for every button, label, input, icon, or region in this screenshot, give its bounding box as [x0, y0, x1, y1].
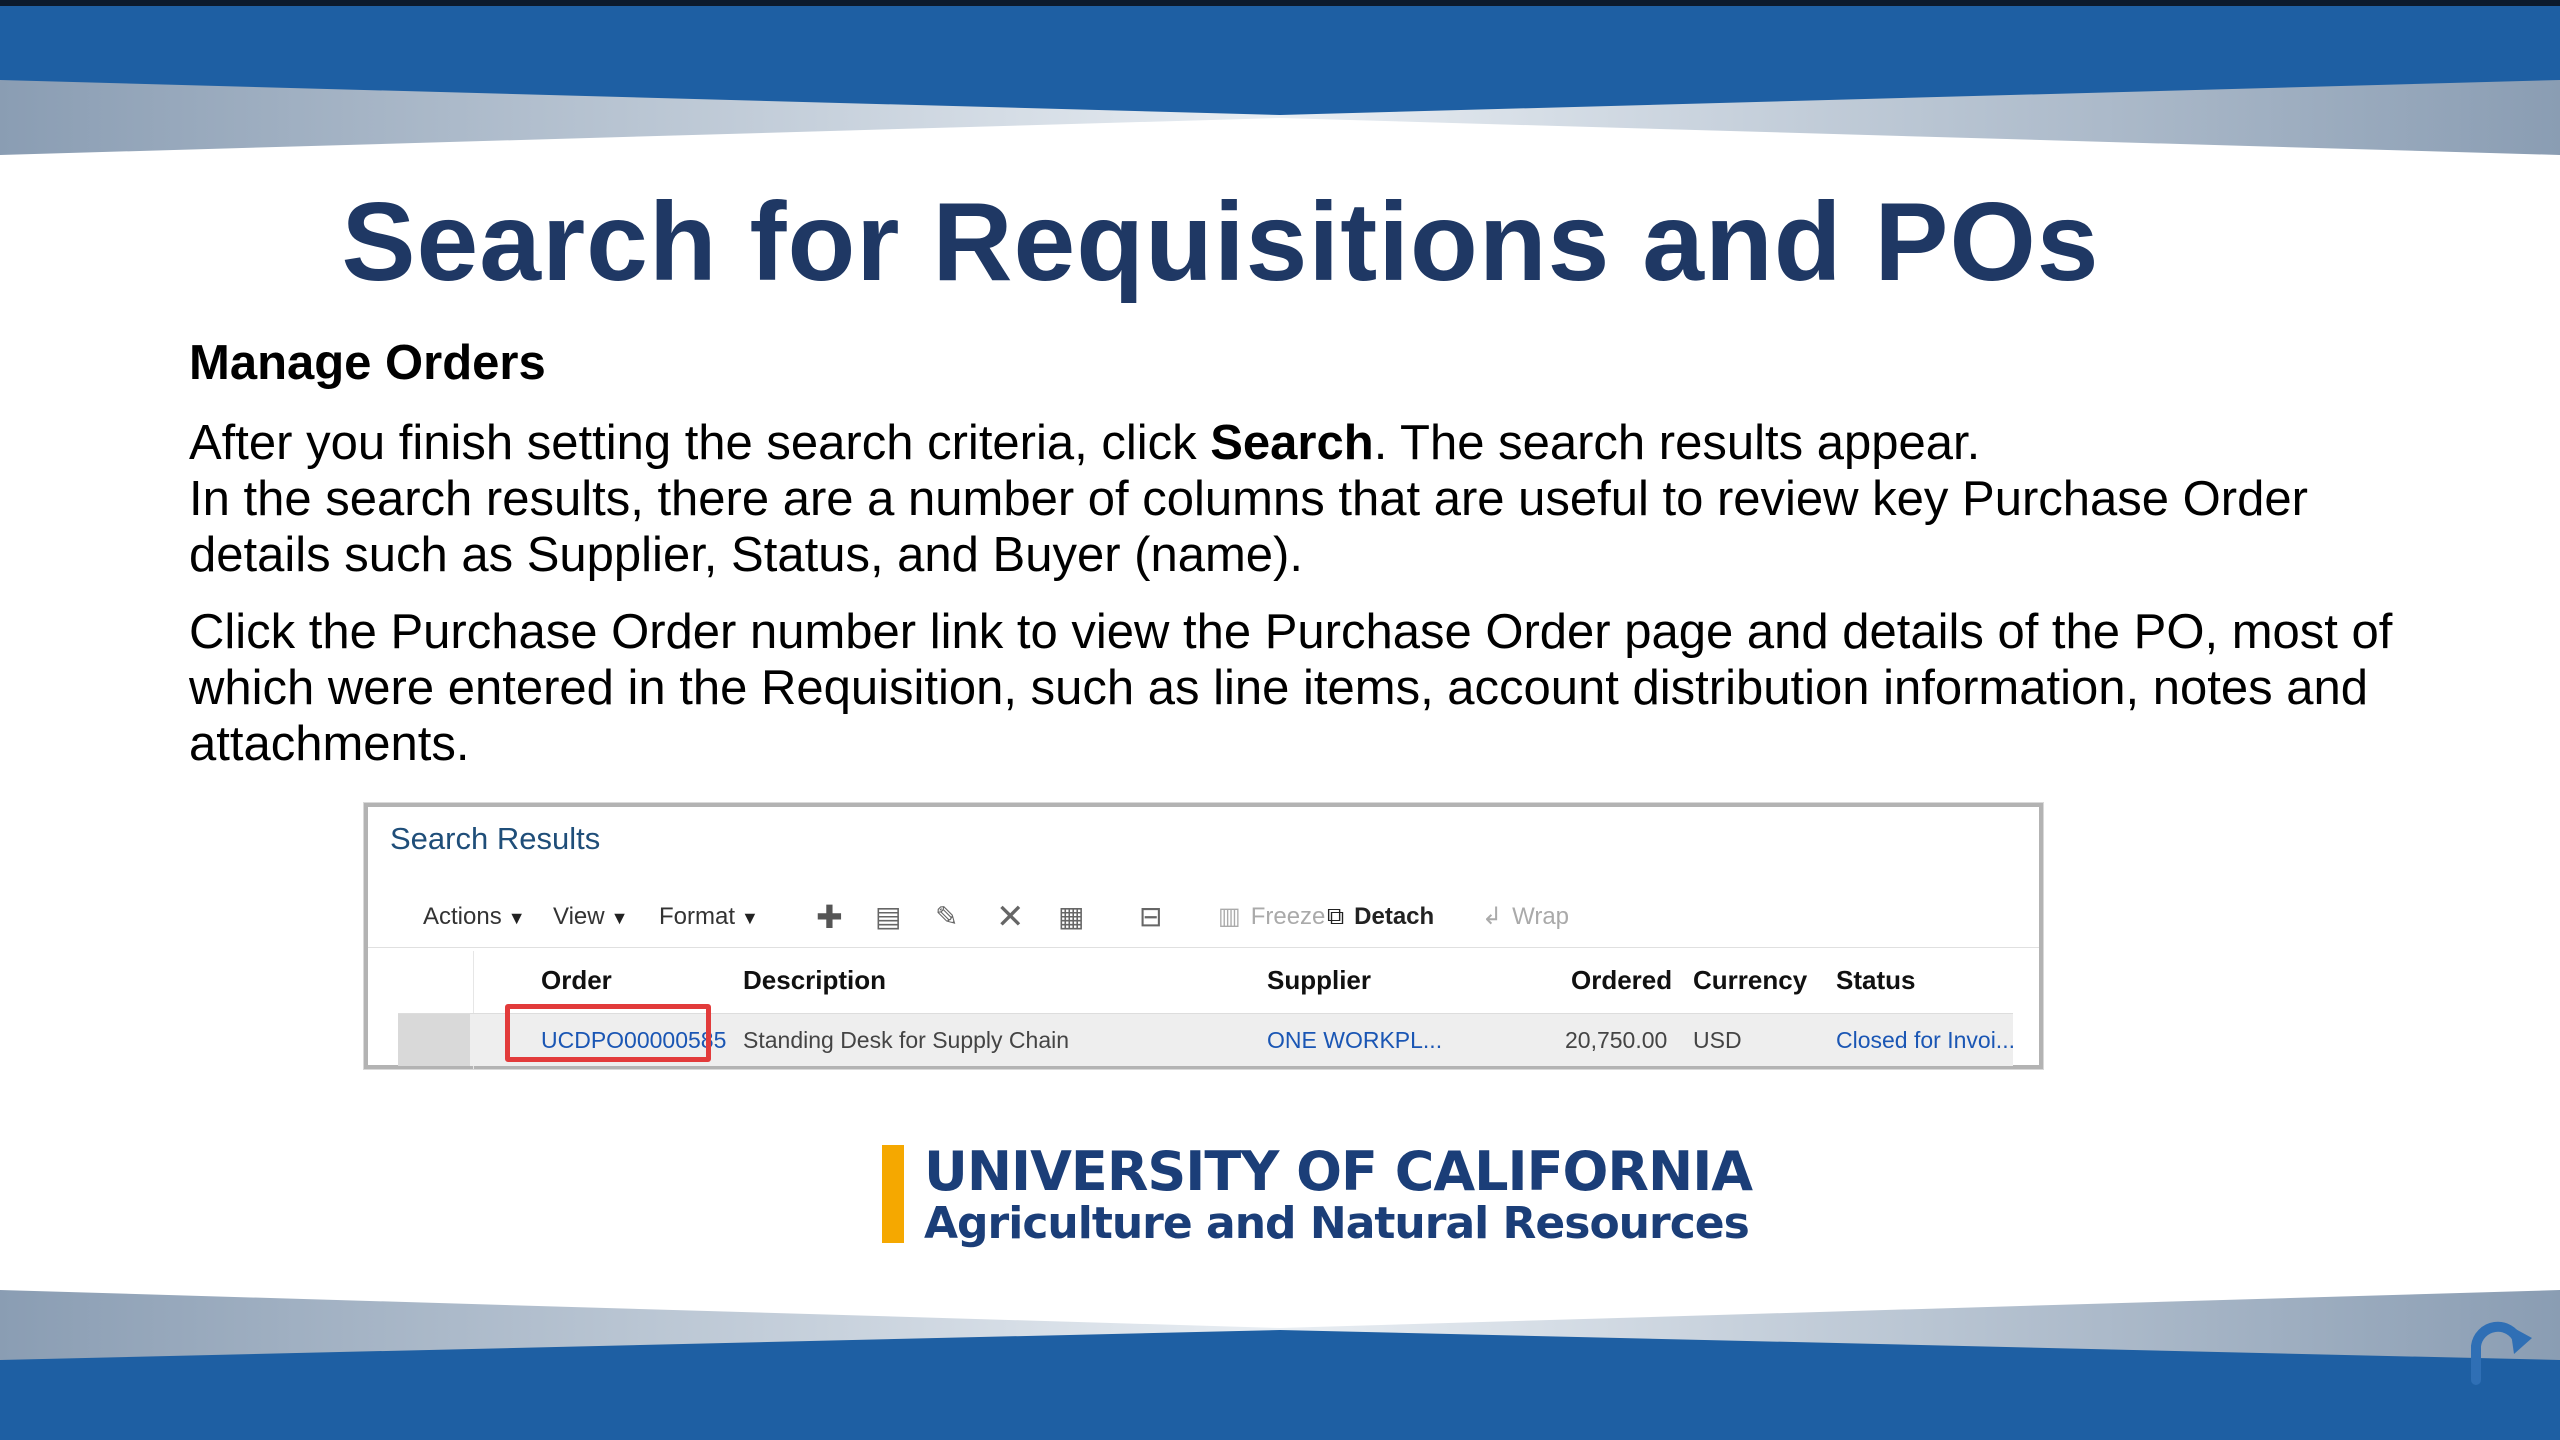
supplier-link[interactable]: ONE WORKPL...: [1267, 1027, 1443, 1053]
para1-search-bold: Search: [1210, 416, 1374, 470]
delete-icon[interactable]: ✕: [996, 898, 1025, 936]
status-link[interactable]: Closed for Invoi...: [1836, 1027, 2015, 1053]
order-number-link[interactable]: UCDPO00000585: [541, 1027, 727, 1053]
ordered-amount-cell: 20,750.00: [1565, 1027, 1668, 1053]
search-results-panel: [364, 803, 2043, 1069]
description-cell: Standing Desk for Supply Chain: [743, 1027, 1070, 1053]
add-icon[interactable]: ✚: [816, 899, 843, 935]
column-header-status[interactable]: Status: [1836, 965, 1916, 995]
wrap-icon: ↲: [1482, 903, 1503, 930]
section-heading: Manage Orders: [189, 336, 546, 390]
currency-cell: USD: [1693, 1027, 1742, 1053]
row-selector[interactable]: [398, 1014, 470, 1066]
logo-gold-bar: [882, 1145, 904, 1243]
detach-icon: ⧉: [1327, 903, 1345, 930]
column-header-description[interactable]: Description: [743, 965, 887, 995]
query-by-example-icon[interactable]: ⊟: [1139, 901, 1163, 932]
bottom-decorative-band: [0, 1270, 2560, 1440]
format-menu[interactable]: [659, 897, 759, 937]
para1-line2: In the search results, there are a number of columns that are useful to review key Purchase Order details such as Supplier, Status, and Buyer (name).: [189, 472, 2308, 582]
column-header-supplier[interactable]: Supplier: [1267, 965, 1372, 995]
results-toolbar: [423, 897, 2023, 937]
format-menu-label: Format: [659, 903, 736, 930]
detach-label: Detach: [1354, 903, 1435, 930]
actions-caret-icon: ▼: [507, 908, 526, 928]
column-header-order[interactable]: Order: [541, 965, 612, 995]
freeze-button[interactable]: [1218, 897, 1325, 937]
instruction-paragraph-1: [189, 415, 2419, 583]
uc-anr-logo: [882, 1140, 1753, 1250]
logo-university-name: UNIVERSITY OF CALIFORNIA: [924, 1140, 1753, 1203]
freeze-icon: ▥: [1218, 903, 1241, 930]
top-decorative-band: [0, 0, 2560, 180]
logo-division-name: Agriculture and Natural Resources: [924, 1198, 1749, 1249]
freeze-label: Freeze: [1250, 903, 1326, 930]
order-link-highlight-box: [505, 1004, 711, 1062]
slide-title: Search for Requisitions and POs: [341, 180, 2100, 304]
actions-menu-label: Actions: [423, 903, 502, 930]
para1-text-a: After you finish setting the search criteria, click: [189, 416, 1211, 470]
results-table-header: [368, 955, 2039, 1005]
view-menu[interactable]: [553, 897, 628, 937]
view-caret-icon: ▼: [610, 908, 629, 928]
para1-text-b: . The search results appear.: [1373, 416, 1981, 470]
detach-button[interactable]: [1327, 897, 1434, 937]
replay-icon[interactable]: [2460, 1310, 2540, 1390]
wrap-button[interactable]: [1482, 897, 1569, 937]
search-results-title: Search Results: [390, 821, 601, 856]
view-menu-label: View: [553, 903, 605, 930]
header-separator: [368, 947, 2039, 948]
columns-icon[interactable]: ▦: [1058, 901, 1085, 932]
column-header-ordered[interactable]: Ordered: [1571, 965, 1673, 995]
actions-menu[interactable]: [423, 897, 526, 937]
format-caret-icon: ▼: [741, 908, 759, 928]
instruction-paragraph-2: Click the Purchase Order number link to view the Purchase Order page and details of the PO, most of which were entered in the Requisition, such as line items, account distribution information, notes and attachments.: [189, 605, 2393, 771]
edit-icon[interactable]: ✎: [935, 901, 959, 932]
duplicate-icon[interactable]: ▤: [875, 901, 902, 932]
wrap-label: Wrap: [1512, 903, 1570, 930]
column-header-currency[interactable]: Currency: [1693, 965, 1808, 995]
